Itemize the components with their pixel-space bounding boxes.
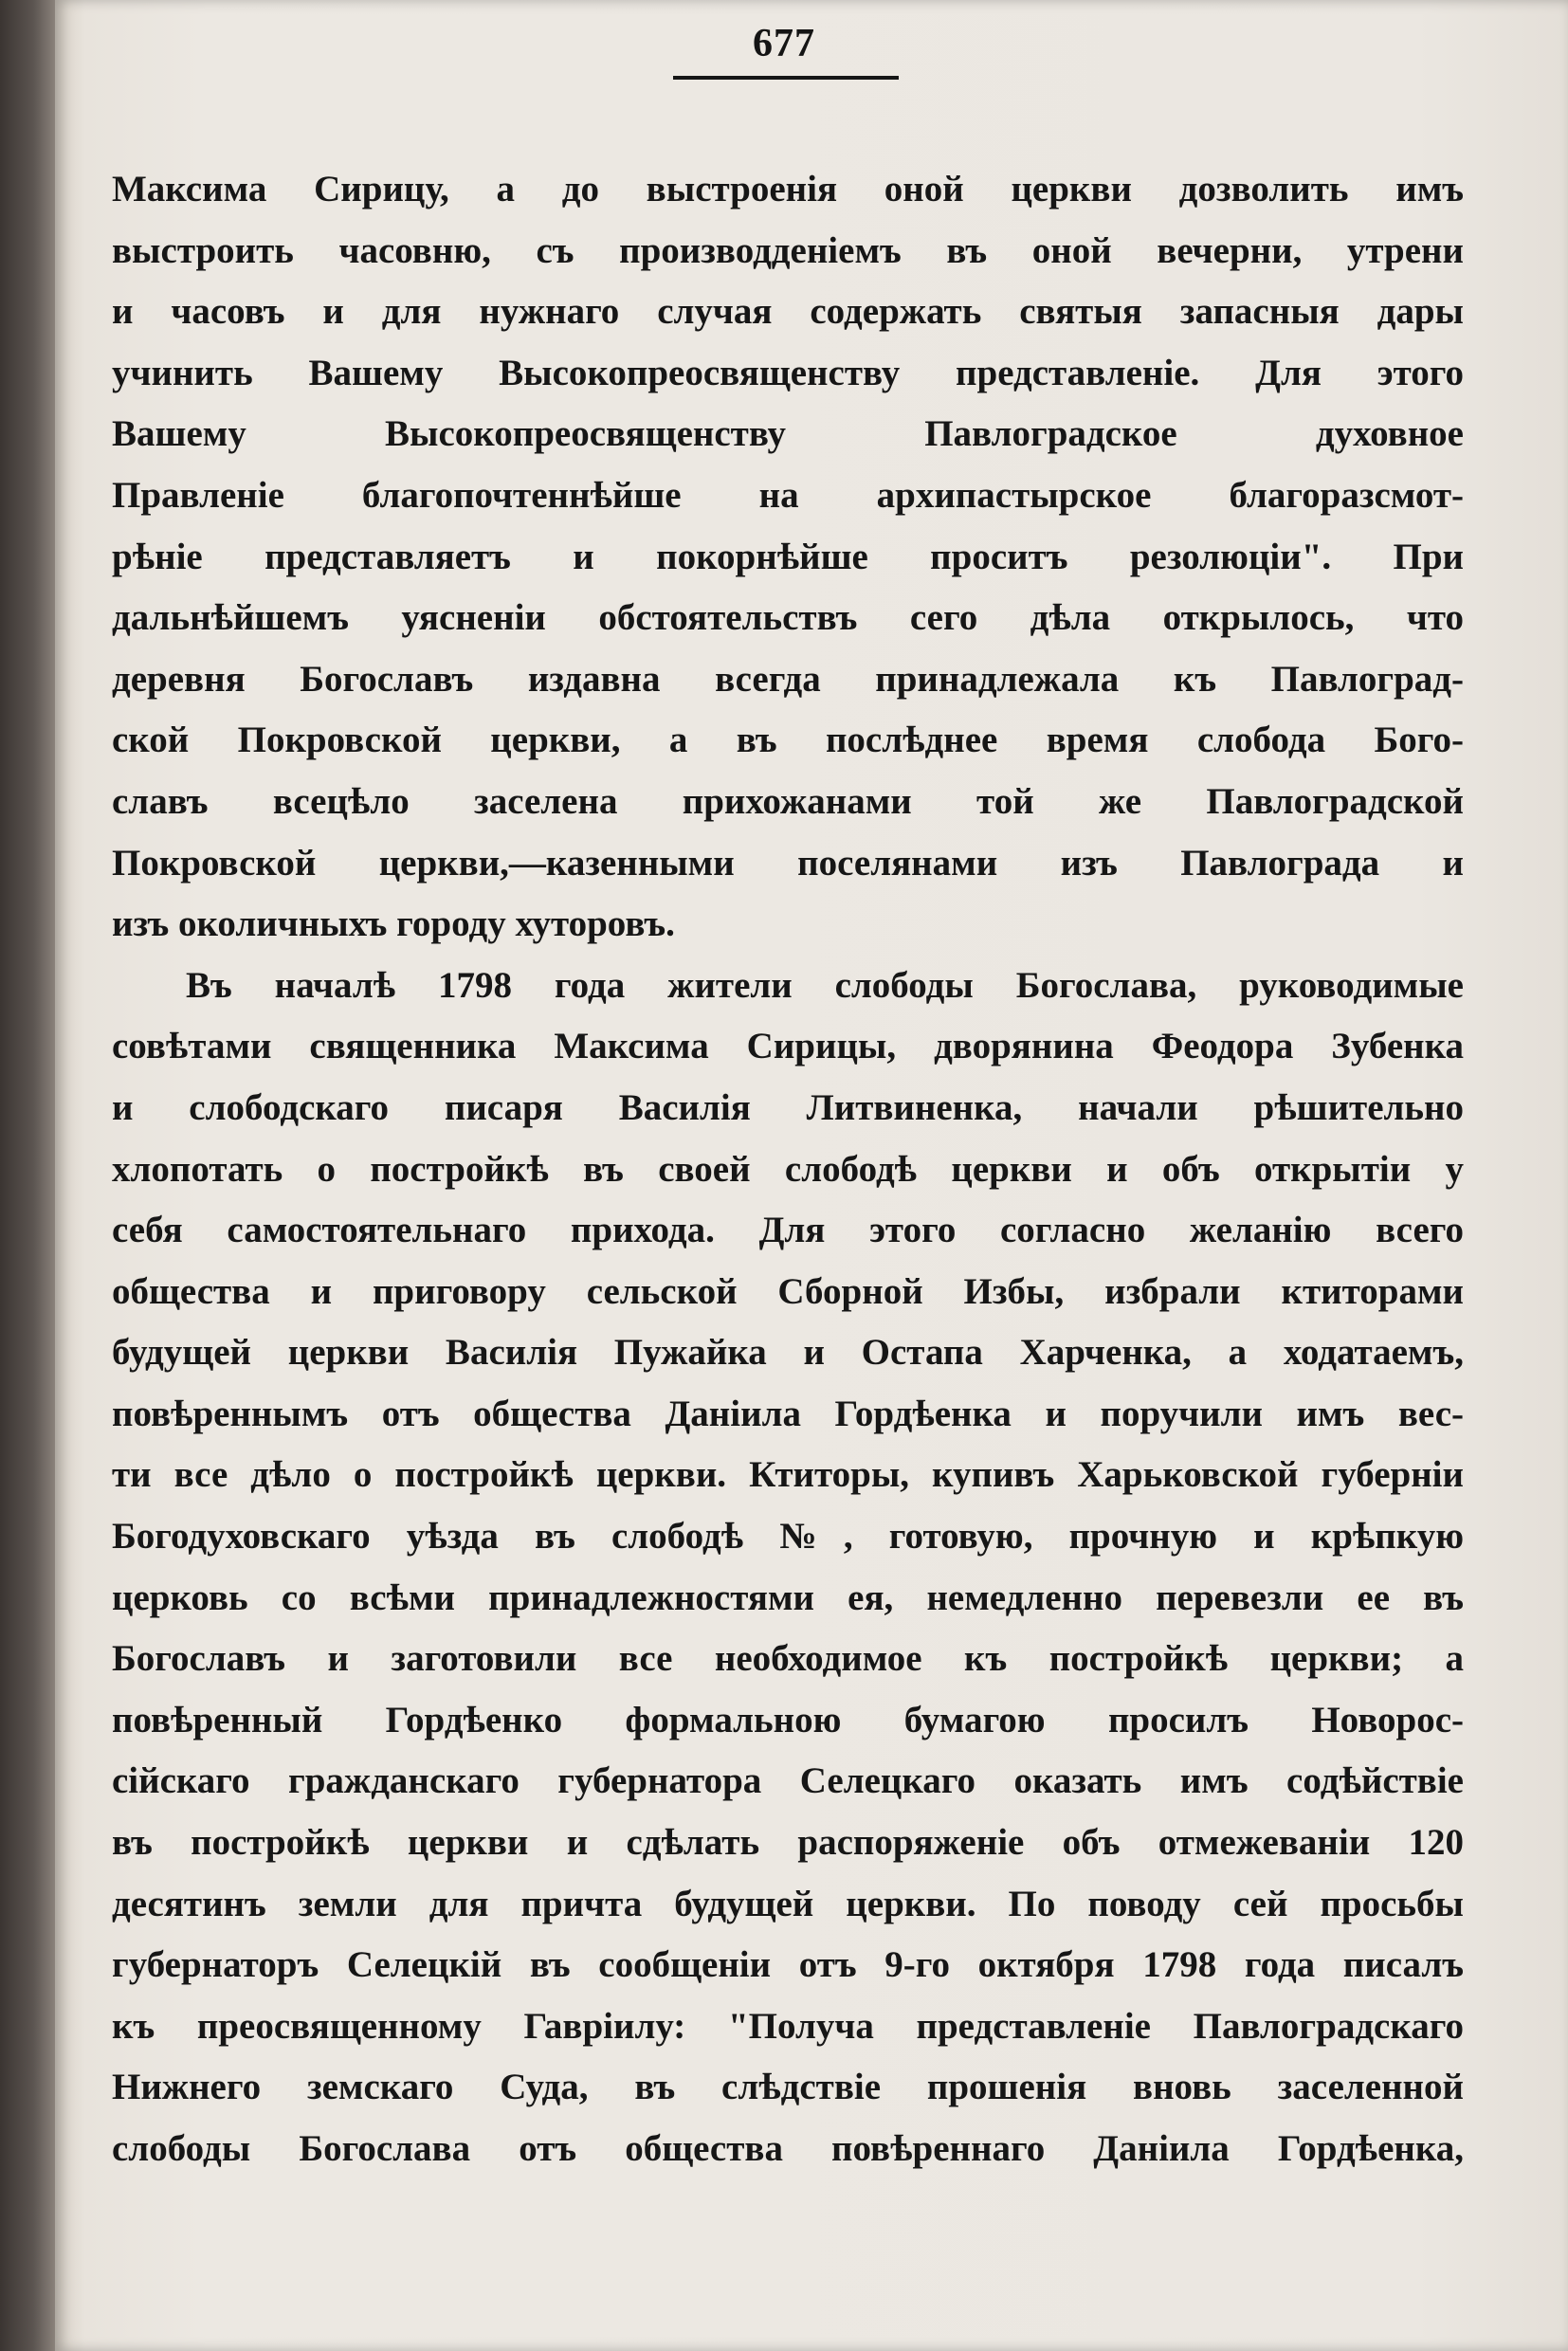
text-line: губернаторъ Селецкій въ сообщеніи отъ 9-го октября 1798 года писалъ: [112, 1944, 1464, 1986]
text-line: слободы Богослава отъ общества повѣреннаго Даніила Гордѣенка,: [112, 2128, 1464, 2169]
page-number: 677: [753, 22, 815, 65]
text-line: изъ околичныхъ городу хуторовъ.: [112, 903, 675, 945]
text-line: и слободскаго писаря Василія Литвиненка, начали рѣшительно: [112, 1086, 1464, 1128]
text-line: совѣтами священника Максима Сирицы, дворянина Феодора Зубенка: [112, 1026, 1464, 1067]
text-line: Максима Сирицу, а до выстроенія оной церкви дозволить имъ: [112, 169, 1464, 210]
text-line: и часовъ и для нужнаго случая содержать святыя запасныя дары: [112, 291, 1464, 333]
text-line: Богодуховскаго уѣзда въ слободѣ №, готовую, прочную и крѣпкую: [112, 1516, 1464, 1558]
page-number-rule: [673, 76, 899, 80]
text-line: повѣреннымъ отъ общества Даніила Гордѣенка и поручили имъ вес-: [112, 1393, 1464, 1434]
text-line: учинить Вашему Высокопреосвященству представленіе. Для этого: [112, 352, 1464, 393]
text-line: Богославъ и заготовили все необходимое къ постройкѣ церкви; а: [112, 1638, 1464, 1680]
text-line: хлопотать о постройкѣ въ своей слободѣ церкви и объ открытіи у: [112, 1148, 1464, 1190]
text-line: славъ всецѣло заселена прихожанами той же Павлоградской: [112, 780, 1464, 822]
text-line: дальнѣйшемъ уясненіи обстоятельствъ сего дѣла открылось, что: [112, 597, 1464, 639]
text-line: будущей церкви Василія Пужайка и Остапа Харченка, а ходатаемъ,: [112, 1332, 1464, 1374]
text-line: рѣніе представляетъ и покорнѣйше проситъ резолюціи". При: [112, 536, 1464, 577]
text-line: Въ началѣ 1798 года жители слободы Богослава, руководимые: [186, 964, 1464, 1006]
text-line: выстроить часовню, съ производденіемъ въ оной вечерни, утрени: [112, 229, 1464, 271]
text-line: въ постройкѣ церкви и сдѣлать распоряженіе объ отмежеваніи 120: [112, 1822, 1464, 1864]
text-line: церковь со всѣми принадлежностями ея, немедленно перевезли ее въ: [112, 1576, 1464, 1618]
text-line: Правленіе благопочтеннѣйше на архипастырское благоразсмот-: [112, 474, 1464, 516]
text-line: Покровской церкви,—казенными поселянами изъ Павлограда и: [112, 842, 1464, 884]
text-line: десятинъ земли для причта будущей церкви. По поводу сей просьбы: [112, 1883, 1464, 1924]
text-line: ской Покровской церкви, а въ послѣднее время слобода Бого-: [112, 720, 1464, 761]
text-line: Нижнего земскаго Суда, въ слѣдствіе прошенія вновь заселенной: [112, 2067, 1464, 2108]
book-binding-shadow: [0, 0, 55, 2351]
text-line: Вашему Высокопреосвященству Павлоградское духовное: [112, 413, 1464, 455]
text-line: сійскаго гражданскаго губернатора Селецкаго оказать имъ содѣйствіе: [112, 1760, 1464, 1802]
text-line: къ преосвященному Гавріилу: "Получа представленіе Павлоградскаго: [112, 2005, 1464, 2047]
text-line: повѣренный Гордѣенко формальною бумагою просилъ Новорос-: [112, 1699, 1464, 1740]
body-text: [112, 159, 1464, 2180]
text-line: себя самостоятельнаго прихода. Для этого согласно желанію всего: [112, 1210, 1464, 1251]
text-line: ти все дѣло о постройкѣ церкви. Ктиторы, купивъ Харьковской губерніи: [112, 1454, 1464, 1496]
text-line: деревня Богославъ издавна всегда принадлежала къ Павлоград-: [112, 658, 1464, 700]
text-line: общества и приговору сельской Сборной Избы, избрали ктиторами: [112, 1270, 1464, 1312]
